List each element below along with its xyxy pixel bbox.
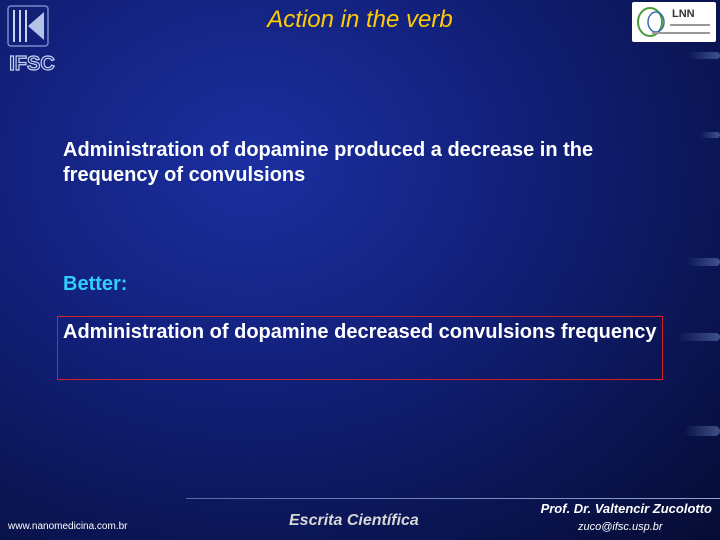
decorative-streak — [686, 258, 720, 266]
decorative-streak — [688, 52, 720, 59]
footer-email: zuco@ifsc.usp.br — [578, 521, 663, 533]
slide-title: Action in the verb — [267, 6, 453, 33]
improved-sentence: Administration of dopamine decreased convulsions frequency — [63, 321, 657, 343]
ifsc-logo-text: IFSC — [9, 53, 55, 75]
lnn-logo-line — [652, 32, 710, 34]
original-sentence: Administration of dopamine produced a decrease in the frequency of convulsions — [63, 139, 594, 186]
better-label: Better: — [63, 273, 128, 295]
decorative-streak — [678, 333, 720, 341]
footer-author: Prof. Dr. Valtencir Zucolotto — [540, 501, 712, 516]
footer-course: Escrita Científica — [289, 512, 419, 529]
lnn-logo-text: LNN — [672, 8, 695, 20]
footer-website: www.nanomedicina.com.br — [8, 521, 128, 532]
lnn-logo-line — [670, 24, 710, 26]
decorative-streak — [684, 426, 720, 436]
decorative-streak — [700, 132, 720, 138]
footer-divider — [186, 498, 720, 499]
lnn-logo — [632, 2, 716, 42]
